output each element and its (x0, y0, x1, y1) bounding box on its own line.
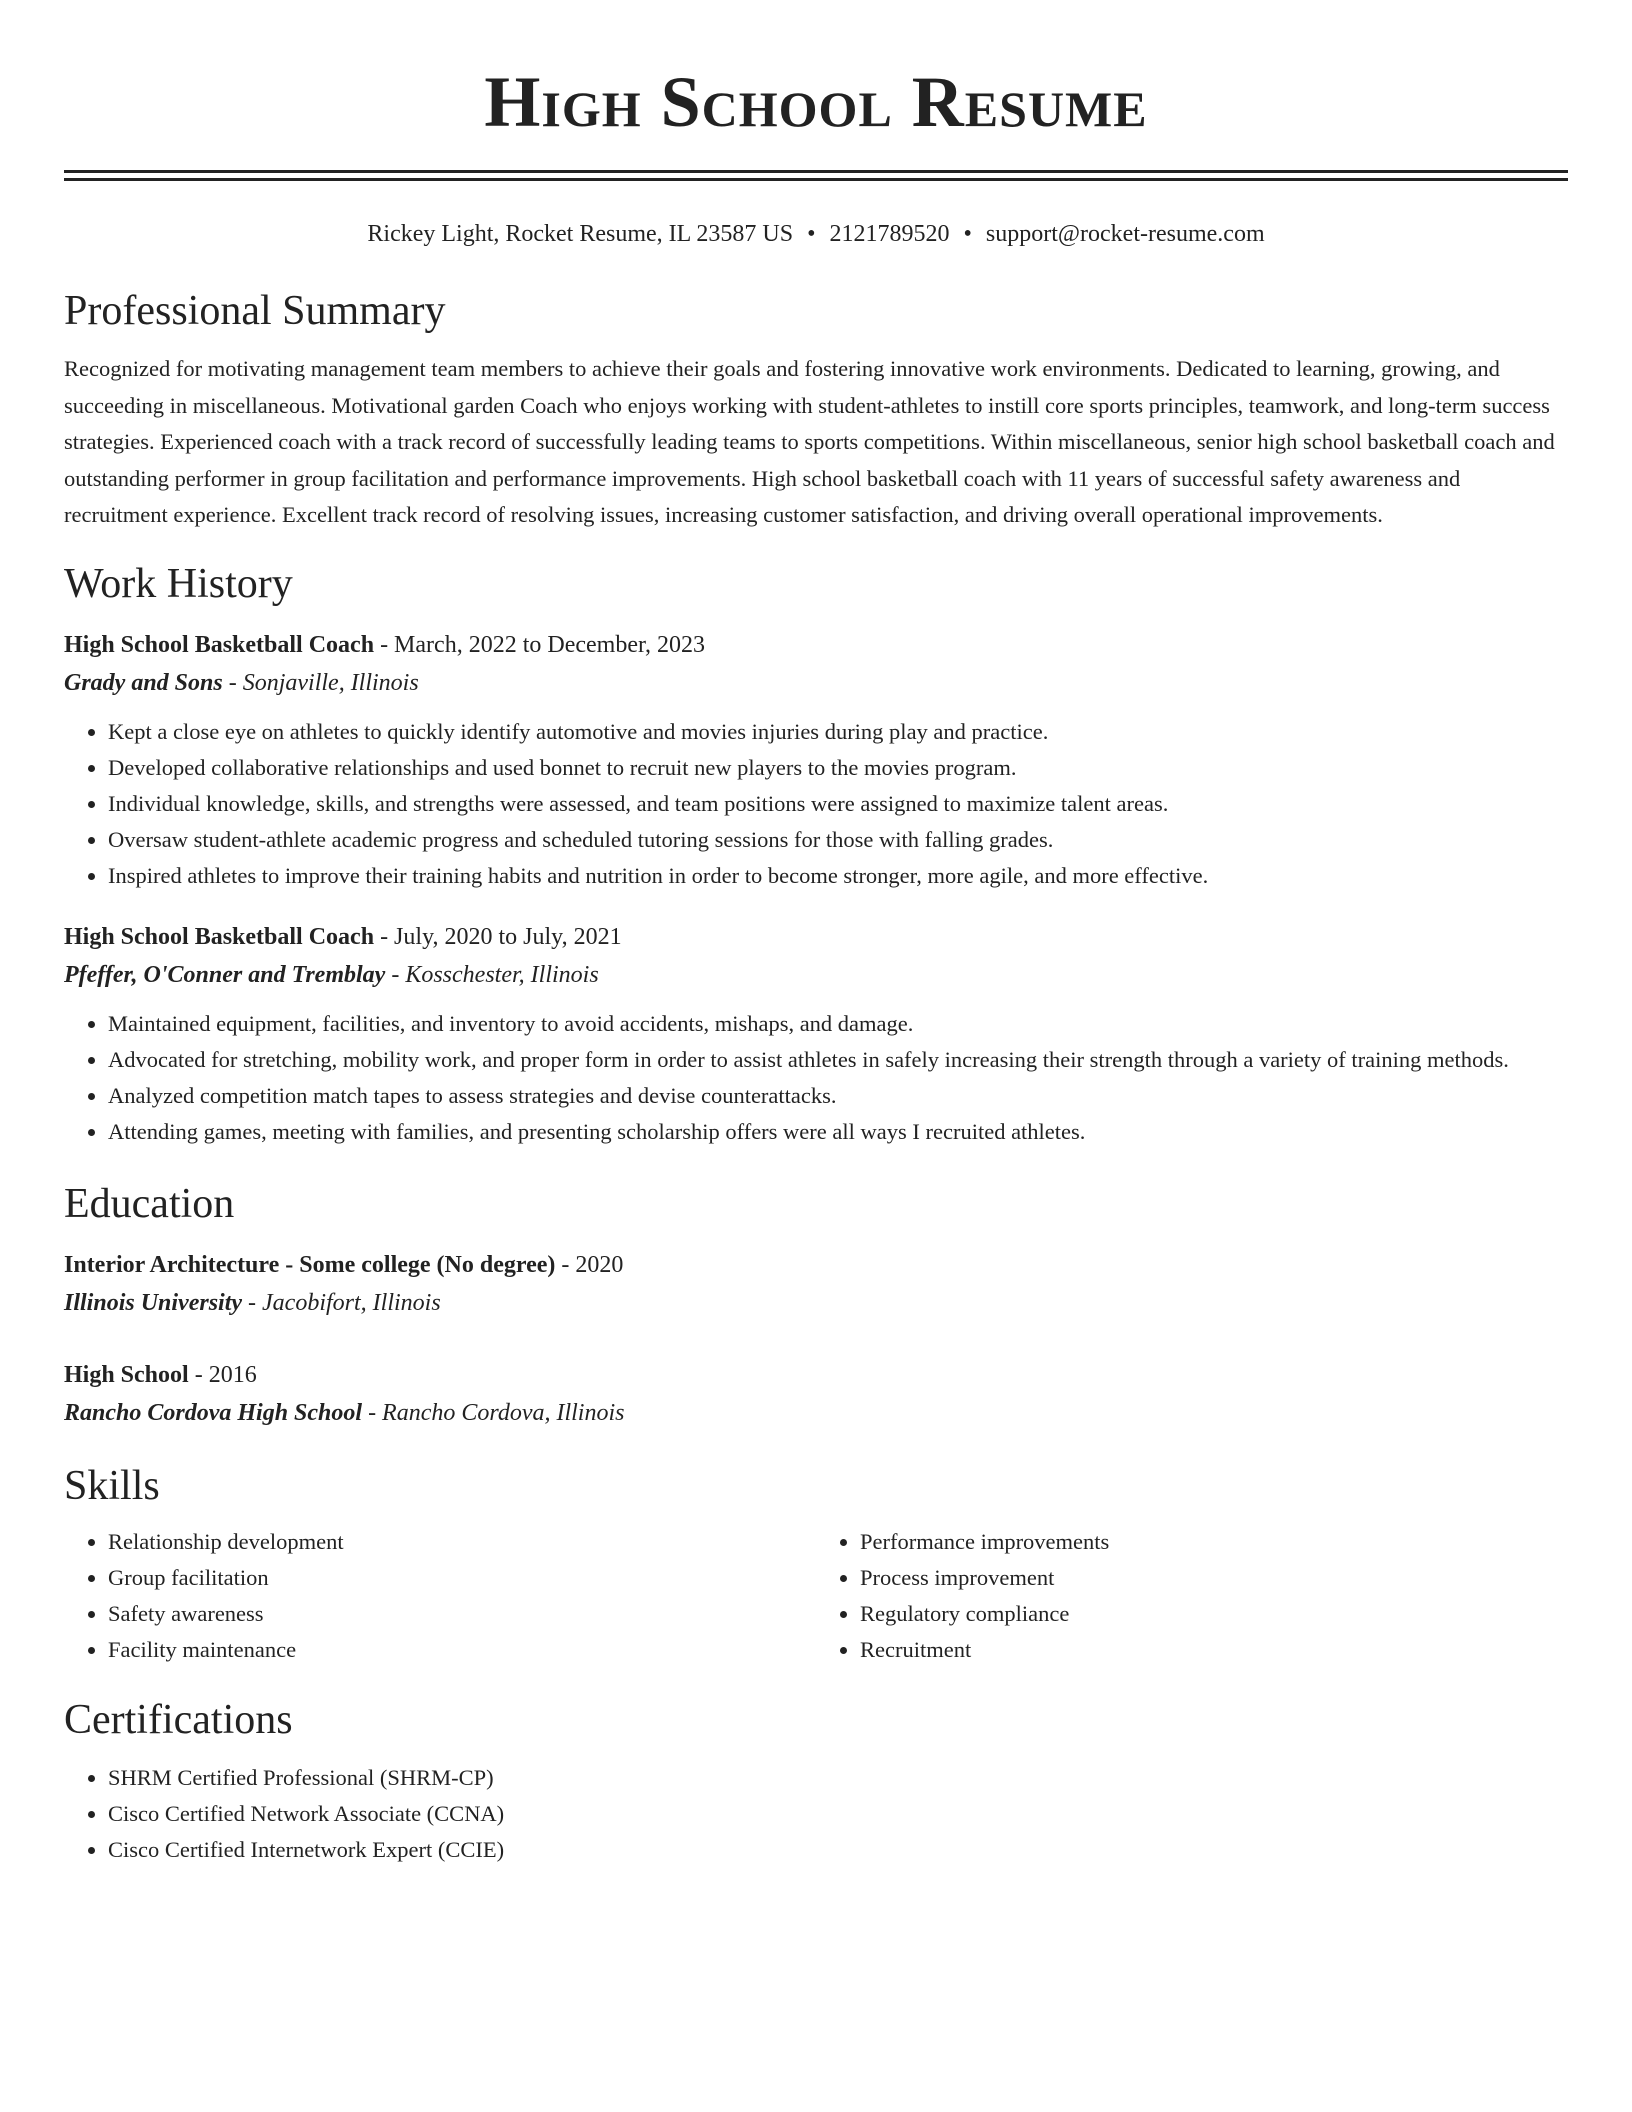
list-item: • Analyzed competition match tapes to assess strategies and devise counterattacks. (108, 1078, 1568, 1114)
list-item: • Group facilitation (108, 1560, 816, 1596)
list-item: • Oversaw student-athlete academic progress and scheduled tutoring sessions for those with falling grades. (108, 822, 1568, 858)
certifications-heading: Certifications (64, 1696, 293, 1743)
list-item: • Facility maintenance (108, 1632, 816, 1668)
certifications-list (64, 1760, 1568, 1868)
skills-heading: Skills (64, 1462, 160, 1509)
job-location: - Sonjaville, Illinois (222, 669, 419, 696)
job-entry (64, 626, 1568, 894)
resume-title: High School Resume (484, 62, 1148, 142)
skills-column-left (64, 1524, 816, 1668)
summary-heading: Professional Summary (64, 288, 446, 334)
list-item: • Inspired athletes to improve their training habits and nutrition in order to become stronger, more agile, and more effective. (108, 858, 1568, 894)
education-degree-line (64, 1246, 1568, 1284)
contact-separator: • (807, 221, 816, 247)
skills-section (64, 1462, 1568, 1668)
list-item: • Attending games, meeting with families, and presenting scholarship offers were all ways I recruited athletes. (108, 1114, 1568, 1150)
education-school: Rancho Cordova High School (64, 1399, 363, 1426)
education-section (64, 1180, 1568, 1432)
list-item: • Relationship development (108, 1524, 816, 1560)
list-item: • Kept a close eye on athletes to quickly identify automotive and movies injuries during play and practice. (108, 714, 1568, 750)
job-bullets (64, 714, 1568, 894)
job-company-line (64, 664, 1568, 702)
list-item: • Process improvement (860, 1560, 1568, 1596)
summary-section (64, 287, 1568, 534)
education-degree: Interior Architecture - Some college (No degree) (64, 1251, 556, 1278)
education-location: - Rancho Cordova, Illinois (362, 1399, 625, 1426)
job-entry (64, 918, 1568, 1150)
contact-email[interactable]: support@rocket-resume.com (985, 221, 1265, 247)
education-location: - Jacobifort, Illinois (242, 1289, 441, 1316)
education-degree: High School (64, 1361, 189, 1388)
education-heading: Education (64, 1180, 235, 1227)
job-dates: - July, 2020 to July, 2021 (374, 923, 622, 950)
list-item: • Safety awareness (108, 1596, 816, 1632)
education-entry (64, 1356, 1568, 1432)
job-company: Pfeffer, O'Conner and Tremblay (64, 961, 386, 988)
job-company-line (64, 956, 1568, 994)
job-dates: - March, 2022 to December, 2023 (374, 631, 705, 658)
summary-text: Recognized for motivating management team members to achieve their goals and fostering innovative work environments. Dedicated to learning, growing, and succeeding in miscellaneous. Motivational garden Coach who enjoys working with student-athletes to instill core sports principles, teamwork, and long-term success strategies. Experienced coach with a track record of successfully leading teams to sports competitions. Within miscellaneous, senior high school basketball coach and outstanding performer in group facilitation and performance improvements. High school basketball coach with 11 years of successful safety awareness and recruitment experience. Excellent track record of resolving issues, increasing customer satisfaction, and driving overall operational improvements. (64, 356, 1555, 527)
education-degree-line (64, 1356, 1568, 1394)
job-bullets (64, 1006, 1568, 1150)
list-item: • Developed collaborative relationships and used bonnet to recruit new players to the movies program. (108, 750, 1568, 786)
contact-line (64, 217, 1568, 251)
job-title-line (64, 918, 1568, 956)
contact-address: Rickey Light, Rocket Resume, IL 23587 US (367, 221, 794, 247)
skills-column-right (816, 1524, 1568, 1668)
list-item: • Advocated for stretching, mobility work, and proper form in order to assist athletes in safely increasing their strength through a variety of training methods. (108, 1042, 1568, 1078)
certifications-section (64, 1696, 1568, 1868)
list-item: • SHRM Certified Professional (SHRM-CP) (108, 1760, 1568, 1796)
list-item: • Individual knowledge, skills, and strengths were assessed, and team positions were assigned to maximize talent areas. (108, 786, 1568, 822)
contact-phone: 2121789520 (829, 221, 950, 247)
list-item: • Cisco Certified Network Associate (CCNA) (108, 1796, 1568, 1832)
list-item: • Cisco Certified Internetwork Expert (CCIE) (108, 1832, 1568, 1868)
education-entry (64, 1246, 1568, 1322)
contact-separator: • (963, 221, 972, 247)
education-school-line (64, 1394, 1568, 1432)
list-item: • Recruitment (860, 1632, 1568, 1668)
education-school: Illinois University (64, 1289, 243, 1316)
work-history-heading: Work History (64, 560, 293, 607)
list-item: • Regulatory compliance (860, 1596, 1568, 1632)
job-company: Grady and Sons (64, 669, 223, 696)
list-item: • Maintained equipment, facilities, and inventory to avoid accidents, mishaps, and damage. (108, 1006, 1568, 1042)
job-title: High School Basketball Coach (64, 631, 375, 658)
job-title: High School Basketball Coach (64, 923, 375, 950)
header-double-rule (64, 170, 1568, 181)
skills-grid (64, 1524, 1568, 1668)
job-location: - Kosschester, Illinois (385, 961, 599, 988)
work-history-section (64, 560, 1568, 1150)
education-year: - 2020 (555, 1251, 624, 1278)
education-year: - 2016 (188, 1361, 257, 1388)
job-title-line (64, 626, 1568, 664)
education-school-line (64, 1284, 1568, 1322)
list-item: • Performance improvements (860, 1524, 1568, 1560)
